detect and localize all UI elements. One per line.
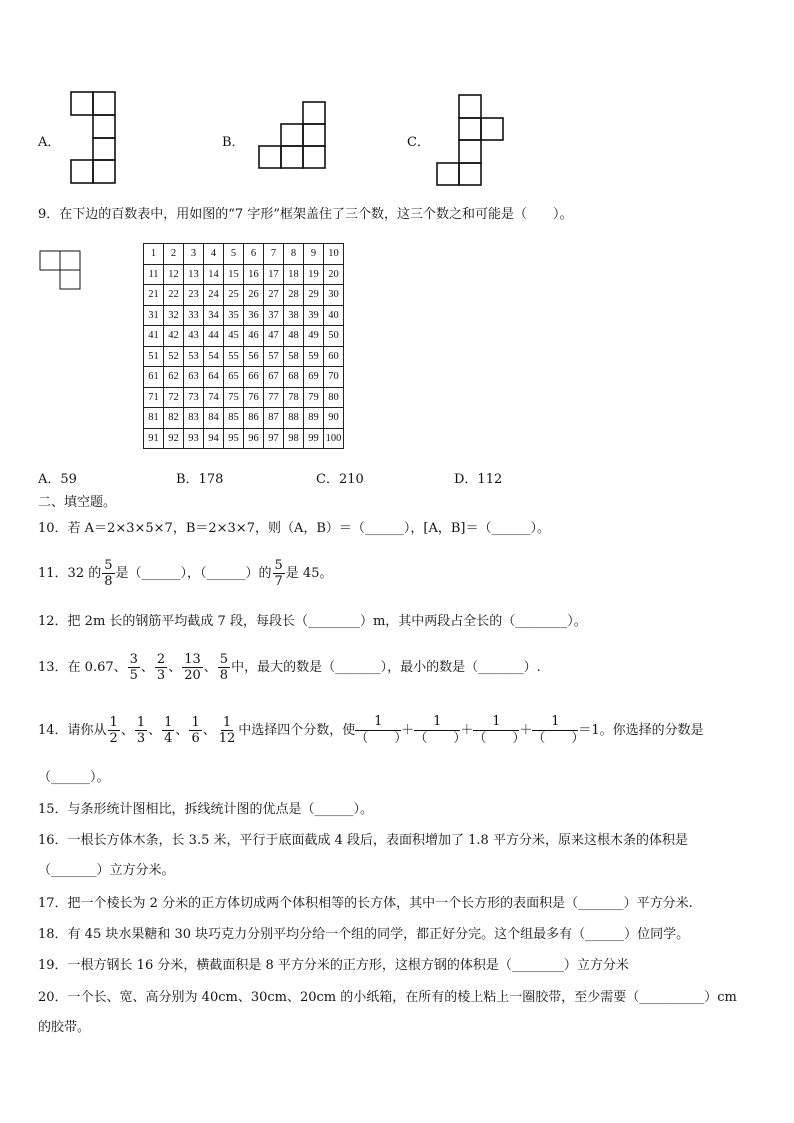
q9-option-a[interactable]: A．59 <box>38 472 77 487</box>
table-cell: 61 <box>144 367 164 388</box>
table-cell: 79 <box>304 387 324 408</box>
table-cell: 90 <box>324 408 344 429</box>
table-cell: 10 <box>324 244 344 265</box>
table-cell: 34 <box>204 305 224 326</box>
table-cell: 59 <box>304 346 324 367</box>
table-cell: 24 <box>204 285 224 306</box>
option-a-label: A． <box>38 135 61 150</box>
table-cell: 42 <box>164 326 184 347</box>
table-cell: 74 <box>204 387 224 408</box>
table-cell: 56 <box>244 346 264 367</box>
table-cell: 7 <box>264 244 284 265</box>
table-cell: 39 <box>304 305 324 326</box>
table-cell: 23 <box>184 285 204 306</box>
table-cell: 51 <box>144 346 164 367</box>
question-13: 13．在 0.67、 $\frac{3}{5}$ 、 $\frac{2}{3}$ 、 $\frac{13}{20}$ 、 $\frac{5}{8}$ 中，最大的数是（_______），最小的数是（_______）. <box>38 652 541 683</box>
table-cell: 48 <box>284 326 304 347</box>
table-cell: 21 <box>144 285 164 306</box>
table-cell: 40 <box>324 305 344 326</box>
table-cell: 35 <box>224 305 244 326</box>
table-cell: 64 <box>204 367 224 388</box>
table-cell: 17 <box>264 264 284 285</box>
q9-option-b[interactable]: B．178 <box>176 472 224 487</box>
table-cell: 77 <box>264 387 284 408</box>
table-row <box>144 408 344 429</box>
table-cell: 28 <box>284 285 304 306</box>
table-cell: 98 <box>284 428 304 449</box>
table-cell: 16 <box>244 264 264 285</box>
table-cell: 49 <box>304 326 324 347</box>
question-20-line2: 的胶带。 <box>38 1020 91 1035</box>
fraction: $\frac{2}{3}$ <box>156 652 166 683</box>
table-cell: 85 <box>224 408 244 429</box>
table-row <box>144 326 344 347</box>
table-row <box>144 367 344 388</box>
fraction: $\frac{5}{7}$ <box>274 558 283 589</box>
table-cell: 71 <box>144 387 164 408</box>
table-cell: 32 <box>164 305 184 326</box>
table-cell: 57 <box>264 346 284 367</box>
table-cell: 33 <box>184 305 204 326</box>
blank-fraction[interactable]: 1 （ ） <box>532 714 585 746</box>
fraction: $\frac{5}{8}$ <box>104 558 113 589</box>
table-cell: 70 <box>324 367 344 388</box>
table-cell: 68 <box>284 367 304 388</box>
table-cell: 93 <box>184 428 204 449</box>
option-b-label: B． <box>222 135 245 150</box>
question-18: 18．有 45 块水果糖和 30 块巧克力分别平均分给一个组的同学，都正好分完。这个组最多有（______）位同学。 <box>38 927 690 942</box>
table-cell: 50 <box>324 326 344 347</box>
question-11: 11．32 的 $\frac{5}{8}$ 是（______），（______）的 $\frac{5}{7}$ 是 45。 <box>38 558 333 589</box>
table-cell: 92 <box>164 428 184 449</box>
table-cell: 30 <box>324 285 344 306</box>
table-cell: 8 <box>284 244 304 265</box>
table-cell: 38 <box>284 305 304 326</box>
table-cell: 87 <box>264 408 284 429</box>
fraction: $\frac{13}{20}$ <box>184 652 201 683</box>
table-cell: 2 <box>164 244 184 265</box>
table-cell: 95 <box>224 428 244 449</box>
table-row <box>144 346 344 367</box>
table-row <box>144 305 344 326</box>
table-cell: 9 <box>304 244 324 265</box>
table-cell: 5 <box>224 244 244 265</box>
table-cell: 73 <box>184 387 204 408</box>
table-cell: 88 <box>284 408 304 429</box>
section-heading: 二、填空题。 <box>38 495 117 510</box>
question-16-line2: （_______）立方分米。 <box>38 863 175 878</box>
shape-b-figure <box>257 100 329 172</box>
table-cell: 3 <box>184 244 204 265</box>
table-cell: 29 <box>304 285 324 306</box>
hundred-chart-table <box>143 243 344 449</box>
question-9-text: 9．在下边的百数表中，用如图的“7 字形”框架盖住了三个数，这三个数之和可能是（ ）。 <box>38 207 573 222</box>
table-row <box>144 428 344 449</box>
table-cell: 13 <box>184 264 204 285</box>
table-cell: 89 <box>304 408 324 429</box>
seven-shape-frame-figure <box>39 250 83 292</box>
table-cell: 96 <box>244 428 264 449</box>
table-row <box>144 387 344 408</box>
table-cell: 58 <box>284 346 304 367</box>
table-cell: 25 <box>224 285 244 306</box>
fraction: $\frac{3}{5}$ <box>129 652 138 683</box>
table-cell: 65 <box>224 367 244 388</box>
table-cell: 1 <box>144 244 164 265</box>
table-cell: 72 <box>164 387 184 408</box>
table-cell: 18 <box>284 264 304 285</box>
table-cell: 45 <box>224 326 244 347</box>
table-cell: 46 <box>244 326 264 347</box>
table-cell: 83 <box>184 408 204 429</box>
q9-option-c[interactable]: C．210 <box>316 472 364 487</box>
option-c-label: C． <box>407 135 430 150</box>
blank-fraction[interactable]: 1 （ ） <box>473 714 526 746</box>
question-19: 19．一根方钢长 16 分米，横截面积是 8 平方分米的正方形，这根方钢的体积是（________）立方分米 <box>38 958 629 973</box>
table-cell: 94 <box>204 428 224 449</box>
table-cell: 52 <box>164 346 184 367</box>
blank-fraction[interactable]: 1 （ ） <box>355 714 408 746</box>
table-row <box>144 264 344 285</box>
table-cell: 84 <box>204 408 224 429</box>
table-cell: 47 <box>264 326 284 347</box>
table-cell: 100 <box>324 428 344 449</box>
question-14: 14．请你从 $\frac{1}{2}$ 、 $\frac{1}{3}$ 、 $\frac{1}{4}$ 、 $\frac{1}{6}$ 、 $\frac{1}{12}$ 中选择四个分数，使 1 （ ） ＋ 1 （ ） ＋ 1 （ ） ＋ 1 （ ） ＝1。你选择的分数是 <box>38 714 704 746</box>
table-cell: 14 <box>204 264 224 285</box>
table-cell: 63 <box>184 367 204 388</box>
table-cell: 43 <box>184 326 204 347</box>
table-cell: 54 <box>204 346 224 367</box>
question-16-line1: 16．一根长方体木条，长 3.5 米，平行于底面截成 4 段后，表面积增加了 1.8 平方分米，原来这根木条的体积是 <box>38 833 688 848</box>
table-cell: 66 <box>244 367 264 388</box>
table-cell: 11 <box>144 264 164 285</box>
question-10: 10．若 A＝2×3×5×7，B＝2×3×7，则（A，B）＝（______），[A，B]＝（______）。 <box>38 521 551 536</box>
shape-c-figure <box>435 93 507 188</box>
question-20-line1: 20．一个长、宽、高分别为 40cm、30cm、20cm 的小纸箱，在所有的棱上粘上一圈胶带，至少需要（__________）cm <box>38 990 737 1005</box>
table-cell: 22 <box>164 285 184 306</box>
question-17: 17．把一个棱长为 2 分米的正方体切成两个体积相等的长方体，其中一个长方形的表面积是（_______）平方分米. <box>38 896 693 911</box>
table-cell: 26 <box>244 285 264 306</box>
table-cell: 60 <box>324 346 344 367</box>
table-cell: 55 <box>224 346 244 367</box>
table-cell: 82 <box>164 408 184 429</box>
fraction: $\frac{5}{8}$ <box>219 652 229 683</box>
table-cell: 91 <box>144 428 164 449</box>
table-cell: 36 <box>244 305 264 326</box>
table-cell: 86 <box>244 408 264 429</box>
table-cell: 31 <box>144 305 164 326</box>
table-cell: 69 <box>304 367 324 388</box>
table-cell: 75 <box>224 387 244 408</box>
table-cell: 78 <box>284 387 304 408</box>
table-row <box>144 285 344 306</box>
table-cell: 99 <box>304 428 324 449</box>
shape-a-figure <box>68 90 118 186</box>
table-row <box>144 244 344 265</box>
q9-option-d[interactable]: D．112 <box>454 472 503 487</box>
table-cell: 19 <box>304 264 324 285</box>
table-cell: 44 <box>204 326 224 347</box>
table-cell: 15 <box>224 264 244 285</box>
table-cell: 20 <box>324 264 344 285</box>
table-cell: 80 <box>324 387 344 408</box>
table-cell: 6 <box>244 244 264 265</box>
table-cell: 41 <box>144 326 164 347</box>
question-14-answer-line: （______）。 <box>38 770 110 785</box>
question-12: 12．把 2m 长的钢筋平均截成 7 段，每段长（________）m，其中两段占全长的（________）。 <box>38 614 587 629</box>
blank-fraction[interactable]: 1 （ ） <box>414 714 467 746</box>
table-cell: 76 <box>244 387 264 408</box>
table-cell: 81 <box>144 408 164 429</box>
table-cell: 53 <box>184 346 204 367</box>
table-cell: 67 <box>264 367 284 388</box>
table-cell: 97 <box>264 428 284 449</box>
table-cell: 62 <box>164 367 184 388</box>
table-cell: 4 <box>204 244 224 265</box>
table-cell: 12 <box>164 264 184 285</box>
table-cell: 27 <box>264 285 284 306</box>
table-cell: 37 <box>264 305 284 326</box>
question-15: 15．与条形统计图相比，拆线统计图的优点是（______）。 <box>38 802 374 817</box>
